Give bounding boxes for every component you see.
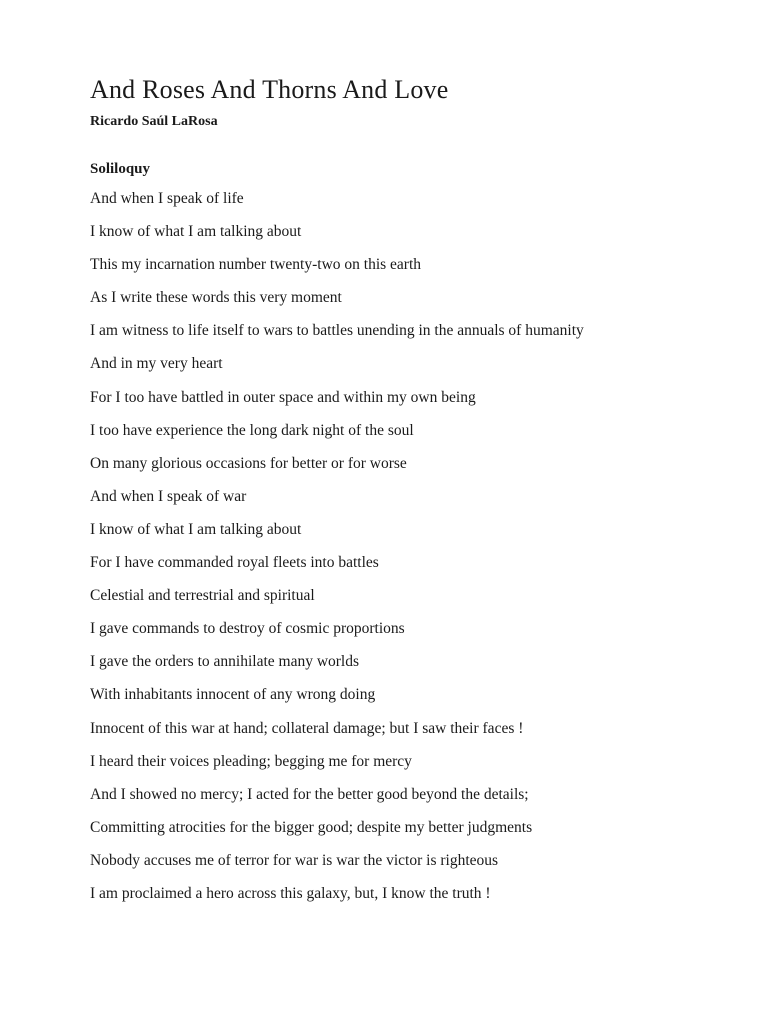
- document-author: Ricardo Saúl LaRosa: [90, 114, 218, 129]
- poem-line: I gave the orders to annihilate many worlds: [90, 653, 360, 671]
- poem-line: I know of what I am talking about: [90, 520, 302, 538]
- poem-line: And when I speak of life: [90, 190, 244, 207]
- poem-line: For I too have battled in outer space and within my own being: [90, 388, 476, 406]
- poem-line: Committing atrocities for the bigger good; despite my better judgments: [90, 818, 533, 836]
- poem-line: For I have commanded royal fleets into battles: [90, 554, 379, 572]
- poem-line: I too have experience the long dark night of the soul: [90, 421, 414, 439]
- document-page: [90, 72, 730, 910]
- poem-line: Celestial and terrestrial and spiritual: [90, 587, 315, 605]
- document-title: And Roses And Thorns And Love: [90, 75, 449, 104]
- poem-line: I am witness to life itself to wars to battles unending in the annuals of humanity: [90, 322, 584, 340]
- poem-line: I gave commands to destroy of cosmic proportions: [90, 620, 405, 638]
- poem-line: And I showed no mercy; I acted for the better good beyond the details;: [90, 785, 529, 803]
- poem-line: And when I speak of war: [90, 487, 247, 505]
- poem-line: As I write these words this very moment: [90, 289, 342, 307]
- poem-line: I am proclaimed a hero across this galaxy, but, I know the truth !: [90, 884, 491, 902]
- poem-line: I know of what I am talking about: [90, 223, 302, 241]
- section-heading: Soliloquy: [90, 161, 151, 177]
- poem-line: With inhabitants innocent of any wrong doing: [90, 686, 376, 704]
- poem-line: Innocent of this war at hand; collateral damage; but I saw their faces !: [90, 719, 524, 737]
- poem-line: And in my very heart: [90, 355, 223, 373]
- poem-body: [90, 182, 730, 910]
- poem-line: I heard their voices pleading; begging me for mercy: [90, 752, 412, 770]
- poem-line: On many glorious occasions for better or for worse: [90, 454, 407, 472]
- poem-line: This my incarnation number twenty-two on this earth: [90, 256, 422, 274]
- poem-line: Nobody accuses me of terror for war is war the victor is righteous: [90, 851, 499, 869]
